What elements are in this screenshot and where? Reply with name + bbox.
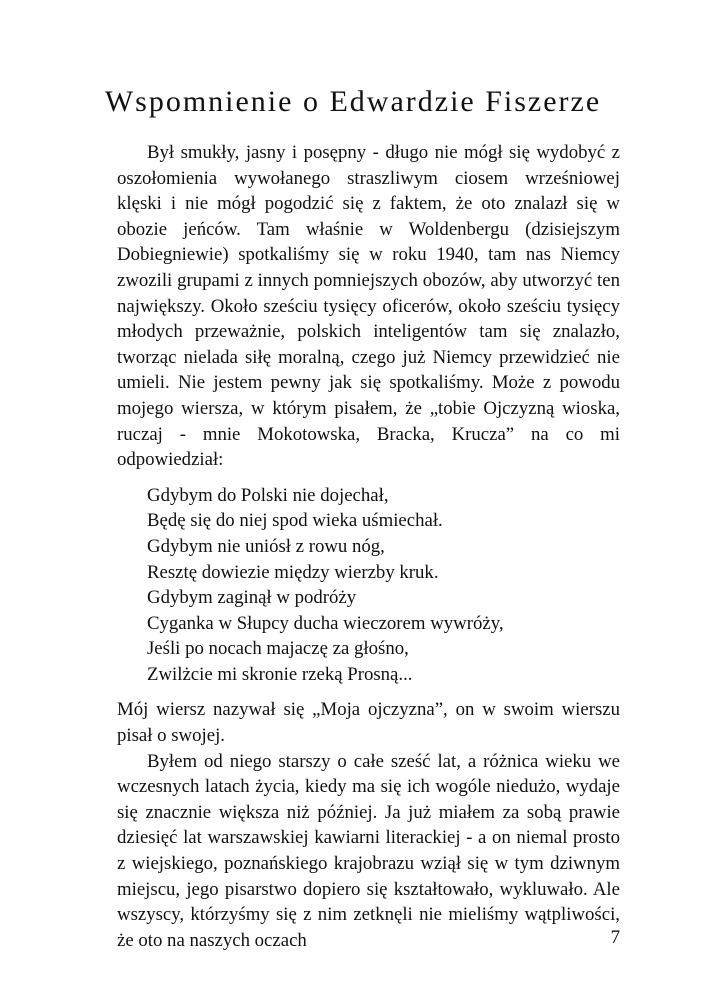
poem-line: Gdybym zaginął w podróży — [147, 587, 357, 609]
poem-line: Cyganka w Słupcy ducha wieczorem wywróży, — [147, 612, 504, 634]
poem-block — [147, 483, 620, 688]
poem-line: Gdybym do Polski nie dojechał, — [147, 484, 389, 506]
paragraph-1: Był smukły, jasny i posępny - długo nie mógł się wydobyć z oszołomienia wywołanego straszliwym ciosem wrześniowej klęski i nie mógł pogodzić się z faktem, że oto znalazł się w obozie jeńców. Tam właśnie w Woldenbergu (dzisiejszym Dobiegniewie) spotkaliśmy się w roku 1940, tam nas Niemcy zwozili grupami z innych pomniejszych obozów, aby utworzyć ten największy. Około sześciu tysięcy oficerów, około sześciu tysięcy młodych przeważnie, polskich inteligentów tam się znalazło, tworząc nielada siłę moralną, czego już Niemcy przewidzieć nie umieli. Nie jestem pewny jak się spotkaliśmy. Może z powodu mojego wiersza, w którym pisałem, że „tobie Ojczyzną wioska, ruczaj - mnie Mokotowska, Bracka, Krucza” na co mi odpowiedział: — [117, 142, 620, 471]
body-text — [117, 140, 620, 953]
poem-line: Resztę dowiezie między wierzby kruk. — [147, 561, 439, 583]
page-number: 7 — [610, 927, 620, 948]
chapter-title: Wspomnienie o Edwardzie Fiszerze — [104, 85, 602, 118]
poem-line: Gdybym nie uniósł z rowu nóg, — [147, 535, 385, 557]
paragraph-3: Byłem od niego starszy o całe sześć lat, a różnica wieku we wczesnych latach życia, kiedy ma się ich wogóle niedużo, wydaje się znacznie większa niż później. Ja już miałem za sobą prawie dziesięć lat warszawskiej kawiarni literackiej - a on niemal prosto z wiejskiego, poznańskiego krajobrazu wziął się w tym dziwnym miejscu, jego pisarstwo dopiero się kształtowało, wykluwało. Ale wszyscy, którzyśmy się z nim zetknęli nie mieliśmy wątpliwości, że oto na naszych oczach — [117, 750, 620, 951]
poem-line: Będę się do niej spod wieka uśmiechał. — [147, 510, 443, 532]
poem-line: Zwilżcie mi skronie rzeką Prosną... — [147, 663, 413, 685]
poem-line: Jeśli po nocach majaczę za głośno, — [147, 638, 409, 660]
paragraph-2: Mój wiersz nazywał się „Moja ojczyzna”, on w swoim wierszu pisał o swojej. — [117, 699, 620, 747]
